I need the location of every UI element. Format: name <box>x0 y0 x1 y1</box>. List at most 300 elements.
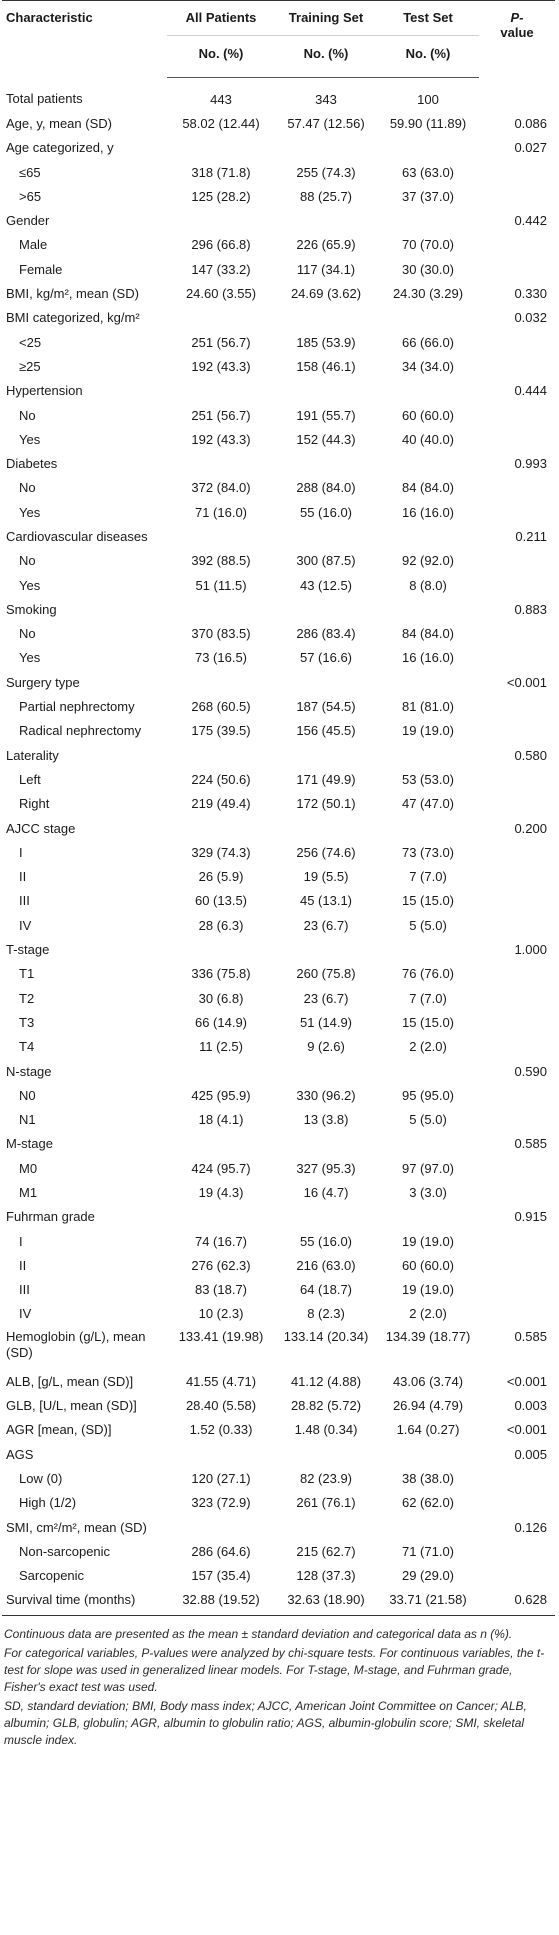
cell-all-patients: 336 (75.8) <box>191 966 251 982</box>
cell-characteristic: SMI, cm²/m², mean (SD) <box>6 1519 147 1535</box>
header-training-set: Training Set <box>275 1 377 36</box>
cell-test-set: 95 (95.0) <box>401 1087 455 1103</box>
table-row <box>2 476 555 500</box>
cell-characteristic: M-stage <box>6 1136 53 1152</box>
cell-characteristic: ≥25 <box>19 358 41 374</box>
table-row <box>2 549 555 573</box>
cell-training-set <box>275 1205 377 1229</box>
cell-test-set: 38 (38.0) <box>401 1470 455 1486</box>
cell-all-patients: 251 (56.7) <box>191 407 251 423</box>
cell-test-set: 5 (5.0) <box>409 917 447 933</box>
cell-test-set: 71 (71.0) <box>401 1543 455 1559</box>
table-row <box>2 500 555 524</box>
cell-all-patients: 41.55 (4.71) <box>185 1373 257 1389</box>
cell-training-set <box>275 451 377 475</box>
cell-training-set: 24.69 (3.62) <box>290 286 362 302</box>
cell-p-value: 0.585 <box>514 1136 547 1152</box>
cell-characteristic: Gender <box>6 213 50 229</box>
cell-all-patients <box>167 451 275 475</box>
cell-test-set: 2 (2.0) <box>409 1306 447 1322</box>
cell-test-set: 100 <box>417 91 439 107</box>
cell-training-set: 256 (74.6) <box>296 844 356 860</box>
cell-characteristic: Yes <box>19 504 41 520</box>
cell-all-patients: 120 (27.1) <box>191 1470 251 1486</box>
cell-p-value: 0.628 <box>479 1588 555 1616</box>
table-row <box>2 1205 555 1229</box>
cell-all-patients: 425 (95.9) <box>191 1087 251 1103</box>
cell-training-set: 43 (12.5) <box>299 577 353 593</box>
cell-all-patients: 219 (49.4) <box>191 796 251 812</box>
table-row <box>2 1442 555 1466</box>
table-row <box>2 208 555 232</box>
cell-p-value <box>479 257 555 281</box>
cell-characteristic: Hemoglobin (g/L), mean (SD) <box>6 1329 146 1361</box>
cell-training-set <box>275 208 377 232</box>
cell-characteristic: No <box>19 626 36 642</box>
cell-characteristic: M1 <box>19 1185 38 1200</box>
cell-characteristic: ALB, [g/L, mean (SD)] <box>6 1373 134 1389</box>
cell-training-set: 215 (62.7) <box>296 1543 356 1559</box>
cell-training-set: 41.12 (4.88) <box>290 1373 362 1389</box>
cell-characteristic: III <box>19 1282 30 1298</box>
cell-all-patients: 66 (14.9) <box>194 1014 248 1030</box>
cell-all-patients <box>167 743 275 767</box>
table-row <box>2 937 555 961</box>
cell-p-value: 1.000 <box>514 942 547 958</box>
cell-characteristic: T2 <box>19 990 35 1006</box>
cell-p-value <box>479 1010 555 1034</box>
cell-characteristic: M0 <box>19 1160 38 1176</box>
cell-characteristic: Cardiovascular diseases <box>6 528 148 544</box>
cell-test-set <box>377 379 479 403</box>
table-row <box>2 354 555 378</box>
cell-training-set: 28.82 (5.72) <box>290 1398 362 1414</box>
cell-p-value: 0.580 <box>514 747 547 763</box>
cell-training-set: 343 <box>315 91 337 107</box>
cell-training-set: 330 (96.2) <box>296 1087 356 1103</box>
cell-characteristic: Non-sarcopenic <box>19 1543 111 1559</box>
cell-all-patients <box>167 670 275 694</box>
table-row <box>2 524 555 548</box>
cell-training-set <box>275 670 377 694</box>
cell-training-set: 51 (14.9) <box>299 1014 353 1030</box>
table-row <box>2 1539 555 1563</box>
cell-training-set: 187 (54.5) <box>296 699 356 715</box>
cell-all-patients: 125 (28.2) <box>191 188 251 204</box>
table-row <box>2 233 555 257</box>
cell-all-patients: 276 (62.3) <box>191 1257 251 1273</box>
cell-p-value: 0.126 <box>514 1519 547 1535</box>
cell-p-value <box>479 403 555 427</box>
cell-characteristic: I <box>19 844 23 860</box>
cell-characteristic: Age, y, mean (SD) <box>6 115 112 131</box>
cell-training-set <box>275 524 377 548</box>
table-row <box>2 840 555 864</box>
header-row-1 <box>2 1 555 36</box>
cell-p-value <box>479 330 555 354</box>
cell-test-set: 63 (63.0) <box>401 164 455 180</box>
cell-all-patients: 133.41 (19.98) <box>178 1329 264 1345</box>
cell-characteristic: >65 <box>19 188 42 204</box>
cell-characteristic: AJCC stage <box>6 820 76 836</box>
cell-characteristic: Radical nephrectomy <box>19 723 142 739</box>
cell-p-value <box>479 1278 555 1302</box>
table-footnotes <box>2 1616 559 1749</box>
cell-test-set: 73 (73.0) <box>401 844 455 860</box>
cell-all-patients <box>167 1132 275 1156</box>
table-row <box>2 427 555 451</box>
cell-all-patients: 73 (16.5) <box>194 650 248 666</box>
cell-training-set: 64 (18.7) <box>299 1282 353 1298</box>
cell-test-set <box>377 1515 479 1539</box>
cell-training-set: 45 (13.1) <box>299 893 353 909</box>
cell-test-set: 81 (81.0) <box>401 699 455 715</box>
cell-training-set <box>275 816 377 840</box>
cell-p-value <box>479 694 555 718</box>
cell-training-set: 19 (5.5) <box>303 869 349 885</box>
footnote-2: For categorical variables, P-values were analyzed by chi-square tests. For continuous variables, the t-test for slope was used in generalized linear models. For T-stage, M-stage, and Fuhrman grade, Fisher's exact test was used. <box>4 1646 545 1695</box>
cell-test-set: 66 (66.0) <box>401 334 455 350</box>
cell-training-set: 300 (87.5) <box>296 553 356 569</box>
table-row <box>2 1083 555 1107</box>
cell-all-patients <box>167 597 275 621</box>
cell-training-set: 226 (65.9) <box>296 237 356 253</box>
cell-test-set: 97 (97.0) <box>401 1160 455 1176</box>
cell-training-set <box>275 1442 377 1466</box>
cell-test-set: 16 (16.0) <box>401 650 455 666</box>
table-row <box>2 257 555 281</box>
cell-test-set: 70 (70.0) <box>401 237 455 253</box>
cell-p-value <box>479 889 555 913</box>
cell-characteristic: Laterality <box>6 747 59 763</box>
cell-p-value: 0.032 <box>514 310 547 326</box>
table-row <box>2 1418 555 1442</box>
cell-p-value <box>479 549 555 573</box>
cell-all-patients: 28.40 (5.58) <box>185 1398 257 1414</box>
cell-test-set: 59.90 (11.89) <box>389 115 467 131</box>
cell-all-patients: 32.88 (19.52) <box>167 1588 275 1616</box>
header-p-value <box>479 1 555 78</box>
cell-characteristic: Hypertension <box>6 383 83 399</box>
table-row <box>2 1059 555 1083</box>
cell-training-set <box>275 743 377 767</box>
table-row <box>2 1564 555 1588</box>
cell-all-patients: 71 (16.0) <box>194 504 248 520</box>
table-row <box>2 986 555 1010</box>
cell-p-value: 0.444 <box>514 383 547 399</box>
cell-p-value: <0.001 <box>506 674 547 690</box>
table-row <box>2 889 555 913</box>
cell-training-set: 158 (46.1) <box>296 358 356 374</box>
cell-test-set <box>377 937 479 961</box>
cell-all-patients: 323 (72.9) <box>191 1495 251 1511</box>
cell-test-set <box>377 1205 479 1229</box>
table-row <box>2 865 555 889</box>
cell-test-set: 60 (60.0) <box>401 1257 455 1273</box>
cell-characteristic: Fuhrman grade <box>6 1209 95 1225</box>
cell-all-patients: 24.60 (3.55) <box>185 286 257 302</box>
cell-characteristic: Male <box>19 237 48 253</box>
table-row <box>2 1369 555 1393</box>
table-row <box>2 1035 555 1059</box>
cell-test-set: 16 (16.0) <box>401 504 455 520</box>
cell-p-value <box>479 646 555 670</box>
cell-training-set: 88 (25.7) <box>299 188 353 204</box>
cell-training-set: 16 (4.7) <box>303 1185 349 1200</box>
cell-all-patients <box>167 1442 275 1466</box>
cell-characteristic: T3 <box>19 1014 35 1030</box>
cell-training-set: 172 (50.1) <box>296 796 356 812</box>
cell-characteristic: <25 <box>19 334 42 350</box>
table-row <box>2 379 555 403</box>
cell-test-set: 84 (84.0) <box>401 626 455 642</box>
cell-p-value: 0.200 <box>514 820 547 836</box>
header-no-pct-all: No. (%) <box>167 36 275 78</box>
cell-all-patients: 329 (74.3) <box>191 844 251 860</box>
cell-p-value <box>479 962 555 986</box>
cell-characteristic: GLB, [U/L, mean (SD)] <box>6 1398 137 1414</box>
header-p-value-line2: value <box>500 25 534 40</box>
cell-p-value <box>479 354 555 378</box>
cell-test-set: 24.30 (3.29) <box>392 286 464 302</box>
cell-p-value: 0.585 <box>514 1329 547 1345</box>
cell-p-value <box>479 1180 555 1204</box>
cell-characteristic: Surgery type <box>6 674 80 690</box>
cell-training-set: 255 (74.3) <box>296 164 356 180</box>
cell-characteristic: Left <box>19 771 41 787</box>
cell-all-patients: 19 (4.3) <box>198 1185 244 1200</box>
cell-all-patients: 58.02 (12.44) <box>182 115 260 131</box>
cell-characteristic: BMI, kg/m², mean (SD) <box>6 286 139 302</box>
cell-all-patients: 192 (43.3) <box>191 358 251 374</box>
cell-characteristic: AGS <box>6 1446 34 1462</box>
cell-all-patients <box>167 524 275 548</box>
table-row <box>2 1010 555 1034</box>
header-no-pct-test: No. (%) <box>377 36 479 78</box>
cell-all-patients <box>167 1205 275 1229</box>
cell-p-value <box>479 1539 555 1563</box>
cell-p-value <box>479 78 555 112</box>
cell-training-set: 152 (44.3) <box>296 431 356 447</box>
cell-characteristic: I <box>19 1233 23 1249</box>
table-body <box>2 78 555 1616</box>
table-row <box>2 767 555 791</box>
cell-characteristic: Right <box>19 796 50 812</box>
cell-training-set <box>275 1515 377 1539</box>
cell-test-set: 47 (47.0) <box>401 796 455 812</box>
table-row <box>2 451 555 475</box>
cell-training-set: 286 (83.4) <box>296 626 356 642</box>
cell-training-set: 327 (95.3) <box>296 1160 356 1176</box>
cell-all-patients <box>167 306 275 330</box>
table-row <box>2 1393 555 1417</box>
cell-all-patients: 18 (4.1) <box>198 1112 244 1128</box>
cell-p-value <box>479 1107 555 1131</box>
cell-all-patients: 51 (11.5) <box>195 577 247 593</box>
cell-training-set: 57 (16.6) <box>299 650 353 666</box>
cell-p-value <box>479 913 555 937</box>
cell-test-set: 19 (19.0) <box>401 723 455 739</box>
cell-characteristic: ≤65 <box>19 164 41 180</box>
table-row <box>2 78 555 112</box>
cell-characteristic: Sarcopenic <box>19 1568 85 1584</box>
cell-training-set: 156 (45.5) <box>296 723 356 739</box>
cell-test-set: 8 (8.0) <box>409 577 447 593</box>
table-row <box>2 1229 555 1253</box>
table-row <box>2 1326 555 1369</box>
cell-p-value: 0.442 <box>514 213 547 229</box>
cell-test-set: 60 (60.0) <box>401 407 455 423</box>
cell-characteristic: No <box>19 407 36 423</box>
cell-all-patients: 157 (35.4) <box>191 1568 251 1584</box>
cell-all-patients: 30 (6.8) <box>198 990 244 1006</box>
cell-p-value: 0.003 <box>514 1398 547 1414</box>
cell-characteristic: Partial nephrectomy <box>19 699 135 715</box>
cell-characteristic: II <box>19 869 27 885</box>
cell-training-set: 57.47 (12.56) <box>287 115 365 131</box>
cell-all-patients: 370 (83.5) <box>191 626 251 642</box>
cell-test-set <box>377 1442 479 1466</box>
cell-test-set: 33.71 (21.58) <box>377 1588 479 1616</box>
cell-training-set: 9 (2.6) <box>307 1039 345 1055</box>
cell-characteristic: T4 <box>19 1039 35 1055</box>
table-row <box>2 184 555 208</box>
header-p-value-line1: P- <box>510 10 524 25</box>
cell-test-set: 84 (84.0) <box>401 480 455 496</box>
cell-p-value <box>479 233 555 257</box>
cell-p-value <box>479 865 555 889</box>
cell-all-patients: 1.52 (0.33) <box>189 1422 253 1438</box>
cell-test-set: 29 (29.0) <box>401 1568 455 1584</box>
table-row <box>2 1278 555 1302</box>
table-row <box>2 622 555 646</box>
table-row <box>2 670 555 694</box>
cell-test-set: 134.39 (18.77) <box>385 1329 471 1345</box>
cell-all-patients: 372 (84.0) <box>191 480 251 496</box>
cell-all-patients: 26 (5.9) <box>198 869 244 885</box>
cell-p-value <box>479 1253 555 1277</box>
cell-characteristic: N1 <box>19 1112 36 1128</box>
cell-all-patients: 251 (56.7) <box>191 334 251 350</box>
cell-training-set: 1.48 (0.34) <box>294 1422 358 1438</box>
table-row <box>2 403 555 427</box>
cell-p-value <box>479 184 555 208</box>
table-row <box>2 1132 555 1156</box>
cell-test-set: 3 (3.0) <box>409 1185 447 1200</box>
cell-training-set: 55 (16.0) <box>299 1233 353 1249</box>
cell-all-patients: 175 (39.5) <box>191 723 251 739</box>
cell-p-value <box>479 622 555 646</box>
cell-test-set <box>377 816 479 840</box>
cell-test-set: 15 (15.0) <box>401 1014 455 1030</box>
cell-all-patients: 60 (13.5) <box>194 893 248 909</box>
cell-characteristic: BMI categorized, kg/m² <box>6 310 140 326</box>
table-row <box>2 1466 555 1490</box>
cell-test-set: 37 (37.0) <box>401 188 455 204</box>
table-row <box>2 573 555 597</box>
table-row <box>2 306 555 330</box>
footnote-1: Continuous data are presented as the mean ± standard deviation and categorical data as n (%). <box>4 1627 513 1642</box>
cell-characteristic: IV <box>19 1306 32 1322</box>
cell-training-set <box>275 379 377 403</box>
table-row <box>2 816 555 840</box>
cell-p-value <box>479 1083 555 1107</box>
table-row <box>2 694 555 718</box>
cell-p-value <box>479 719 555 743</box>
cell-training-set: 23 (6.7) <box>303 990 349 1006</box>
cell-all-patients: 83 (18.7) <box>194 1282 248 1298</box>
cell-test-set: 1.64 (0.27) <box>396 1422 460 1438</box>
cell-p-value <box>479 500 555 524</box>
cell-test-set: 2 (2.0) <box>409 1039 447 1055</box>
cell-p-value <box>479 1229 555 1253</box>
table-row <box>2 719 555 743</box>
cell-training-set: 128 (37.3) <box>296 1568 356 1584</box>
cell-p-value: 0.993 <box>514 456 547 472</box>
table-row <box>2 1491 555 1515</box>
cell-all-patients <box>167 136 275 160</box>
table-row <box>2 1515 555 1539</box>
cell-test-set: 40 (40.0) <box>401 431 455 447</box>
cell-characteristic: No <box>19 553 36 569</box>
cell-p-value <box>479 1302 555 1326</box>
cell-test-set: 15 (15.0) <box>401 893 455 909</box>
header-test-set: Test Set <box>377 1 479 36</box>
cell-all-patients: 10 (2.3) <box>198 1306 244 1322</box>
cell-all-patients <box>167 208 275 232</box>
cell-p-value <box>479 792 555 816</box>
cell-characteristic: High (1/2) <box>19 1495 77 1511</box>
cell-training-set: 32.63 (18.90) <box>275 1588 377 1616</box>
cell-test-set <box>377 306 479 330</box>
table-row <box>2 792 555 816</box>
cell-all-patients: 192 (43.3) <box>191 431 251 447</box>
header-characteristic: Characteristic <box>2 1 167 78</box>
cell-training-set: 8 (2.3) <box>307 1306 345 1322</box>
table-row <box>2 330 555 354</box>
cell-characteristic: Yes <box>19 431 41 447</box>
cell-test-set: 43.06 (3.74) <box>392 1373 464 1389</box>
table-row <box>2 1156 555 1180</box>
cell-characteristic: No <box>19 480 36 496</box>
table-row <box>2 1180 555 1204</box>
cell-test-set: 19 (19.0) <box>401 1233 455 1249</box>
table-row <box>2 281 555 305</box>
cell-all-patients: 286 (64.6) <box>191 1543 251 1559</box>
cell-test-set <box>377 136 479 160</box>
cell-characteristic: N0 <box>19 1087 36 1103</box>
cell-characteristic: Age categorized, y <box>6 140 114 156</box>
cell-all-patients: 224 (50.6) <box>191 771 251 787</box>
cell-training-set <box>275 1059 377 1083</box>
cell-all-patients <box>167 1515 275 1539</box>
cell-all-patients: 392 (88.5) <box>191 553 251 569</box>
cell-training-set: 261 (76.1) <box>296 1495 356 1511</box>
cell-all-patients <box>167 816 275 840</box>
cell-training-set: 191 (55.7) <box>296 407 356 423</box>
table-row <box>2 962 555 986</box>
table-row <box>2 1253 555 1277</box>
footnote-3: SD, standard deviation; BMI, Body mass index; AJCC, American Joint Committee on Cancer; ALB, albumin; GLB, globulin; AGR, albumin to globulin ratio; AGS, albumin-globulin score; SMI, skeletal muscle index. <box>4 1699 527 1748</box>
cell-characteristic: Yes <box>19 577 41 593</box>
table-row <box>2 743 555 767</box>
cell-all-patients: 28 (6.3) <box>198 917 244 933</box>
cell-test-set <box>377 743 479 767</box>
cell-all-patients <box>167 937 275 961</box>
cell-p-value <box>479 986 555 1010</box>
cell-test-set: 7 (7.0) <box>409 869 447 885</box>
cell-training-set <box>275 937 377 961</box>
